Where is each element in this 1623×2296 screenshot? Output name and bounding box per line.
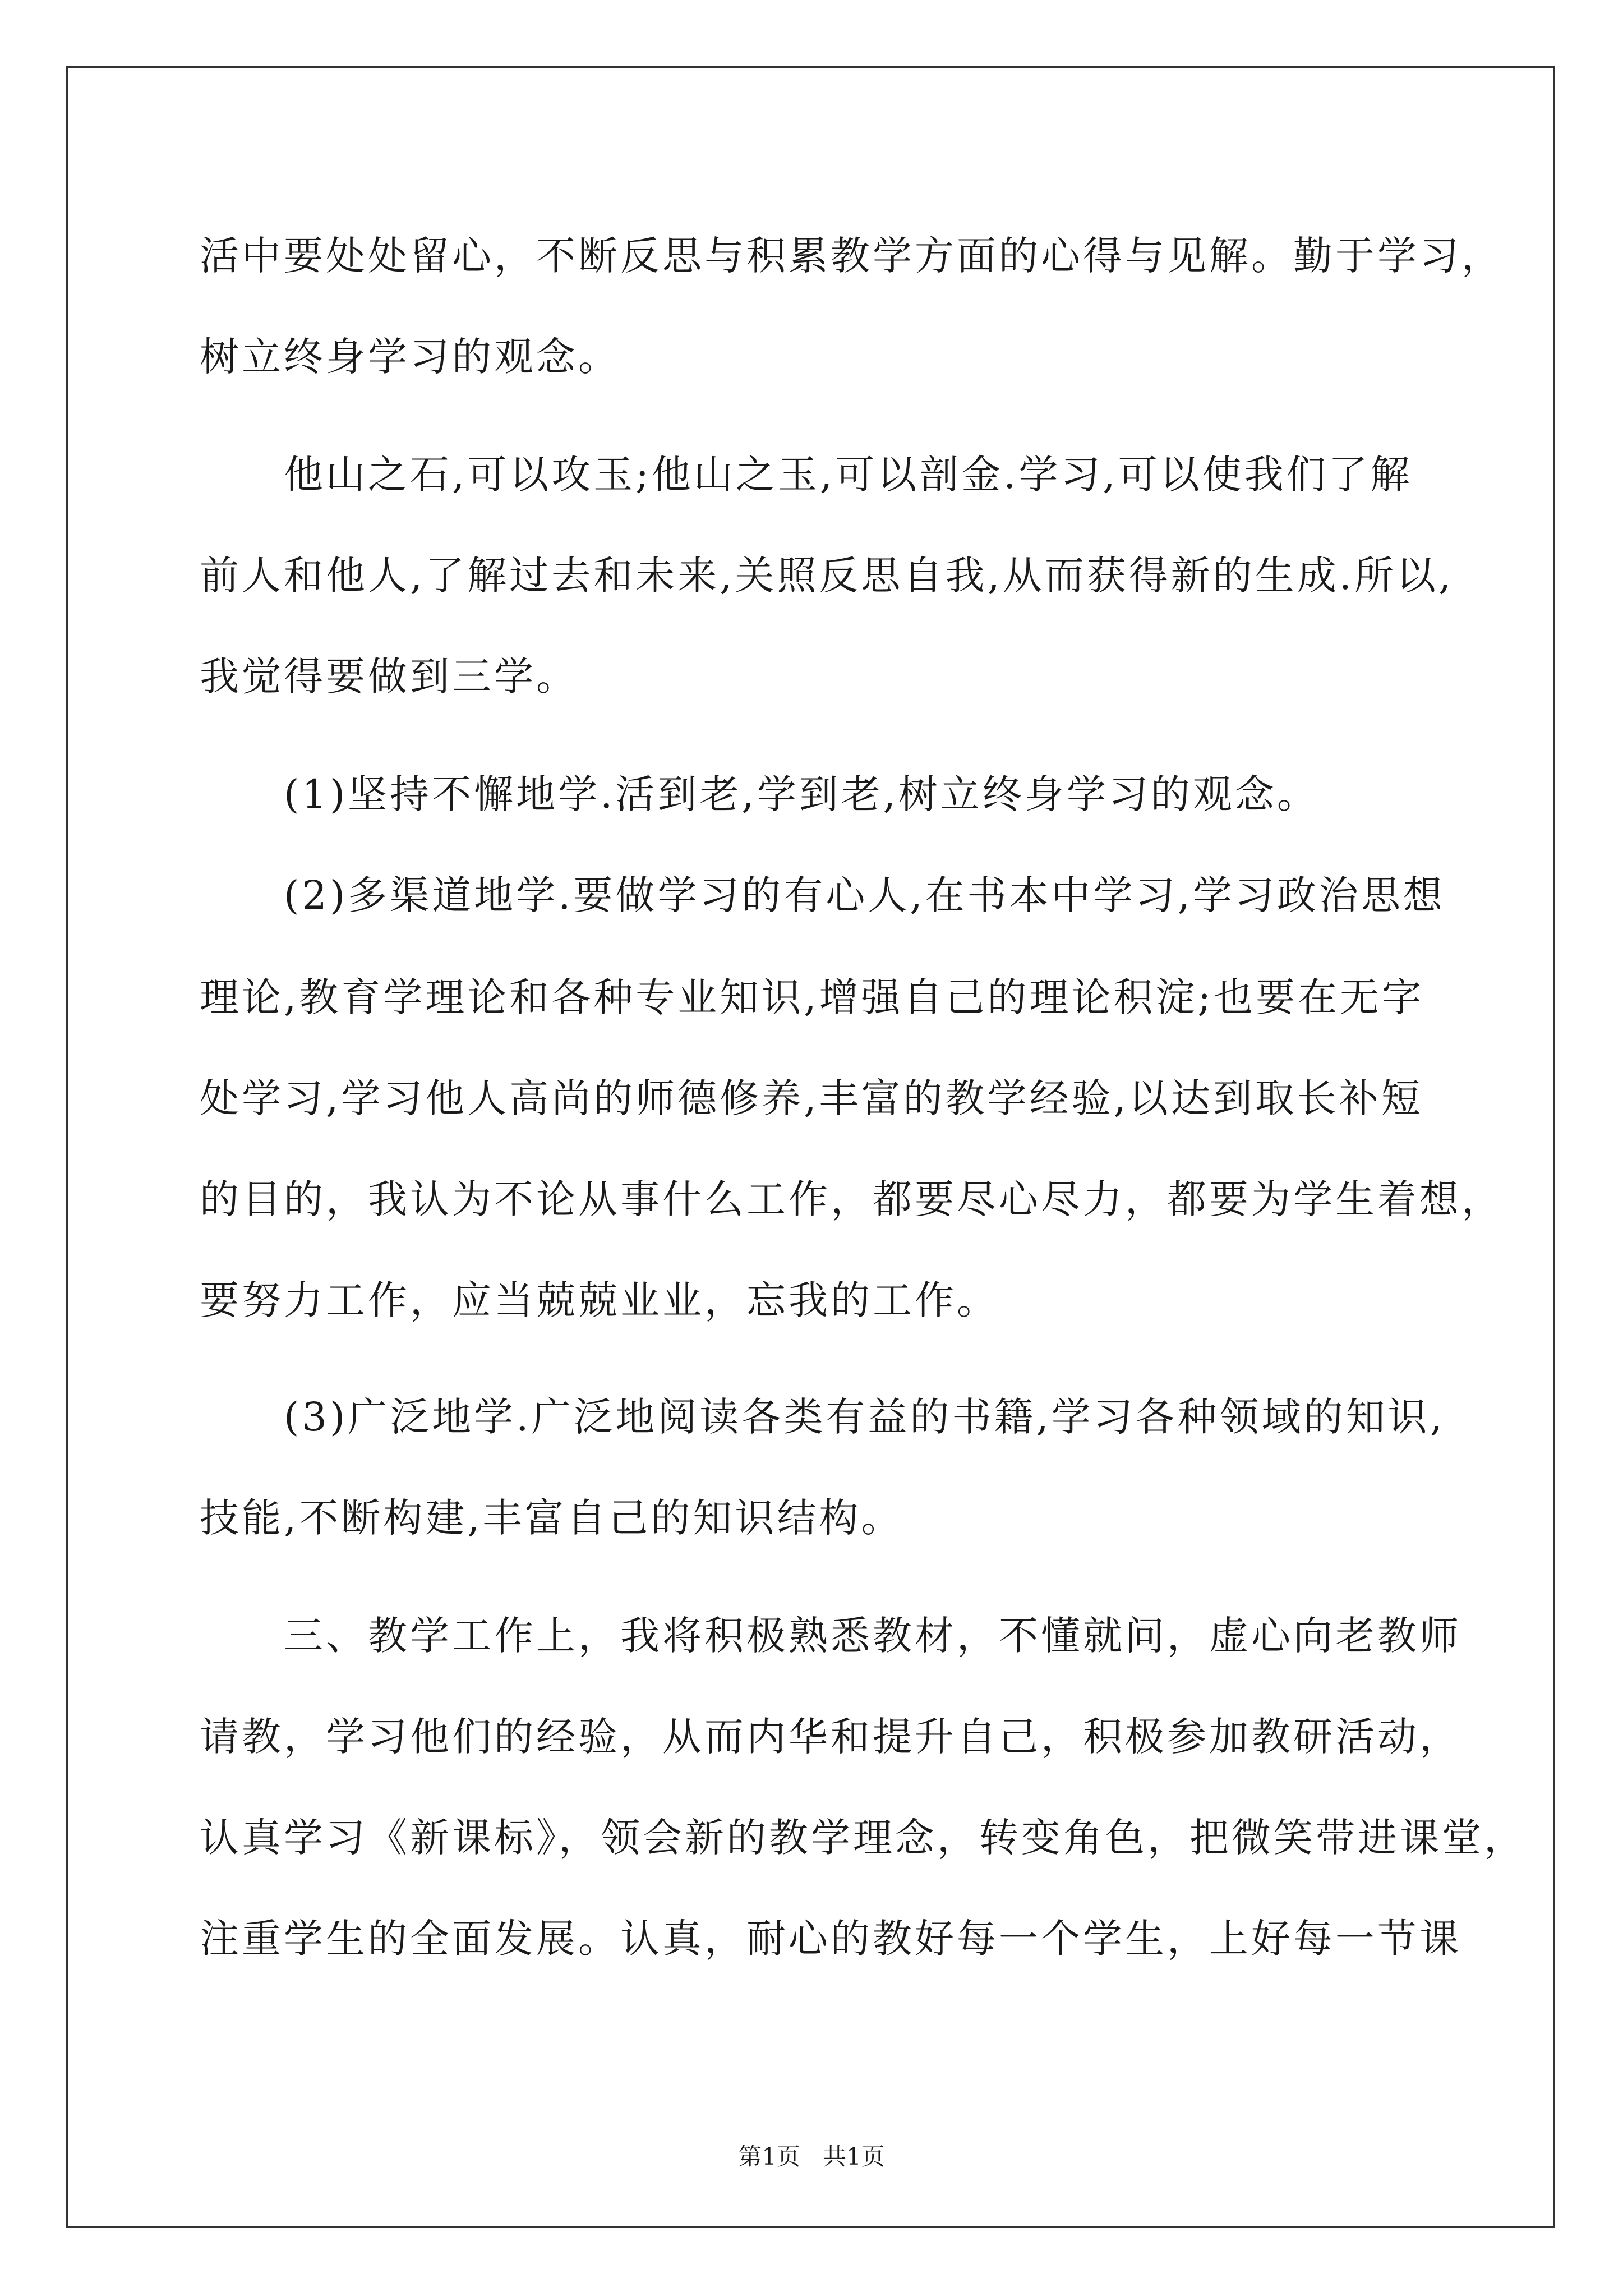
body-line: 我觉得要做到三学。 xyxy=(200,654,578,700)
body-line: 活中要处处留心，不断反思与积累教学方面的心得与见解。勤于学习， xyxy=(200,233,1504,279)
body-line: 认真学习《新课标》，领会新的教学理念，转变角色，把微笑带进课堂， xyxy=(200,1815,1526,1861)
page-border xyxy=(66,66,1555,2228)
body-line: 的目的，我认为不论从事什么工作，都要尽心尽力，都要为学生着想， xyxy=(200,1176,1504,1222)
body-line: 处学习,学习他人高尚的师德修养,丰富的教学经验,以达到取长补短 xyxy=(200,1075,1423,1121)
body-line: 请教，学习他们的经验，从而内华和提升自己，积极参加教研活动， xyxy=(200,1714,1461,1760)
body-line: 三、教学工作上，我将积极熟悉教材，不懂就问，虚心向老教师 xyxy=(284,1613,1461,1659)
body-line: 他山之石,可以攻玉;他山之玉,可以剖金.学习,可以使我们了解 xyxy=(284,452,1413,498)
body-line: 理论,教育学理论和各种专业知识,增强自己的理论积淀;也要在无字 xyxy=(200,974,1424,1020)
body-line: (1)坚持不懈地学.活到老,学到老,树立终身学习的观念。 xyxy=(284,771,1319,817)
body-line: 树立终身学习的观念。 xyxy=(200,334,620,380)
body-line: (3)广泛地学.广泛地阅读各类有益的书籍,学习各种领域的知识, xyxy=(284,1394,1445,1440)
body-line: 技能,不断构建,丰富自己的知识结构。 xyxy=(200,1495,903,1541)
body-line: 前人和他人,了解过去和未来,关照反思自我,从而获得新的生成.所以, xyxy=(200,553,1454,599)
body-line: (2)多渠道地学.要做学习的有心人,在书本中学习,学习政治思想 xyxy=(284,872,1445,918)
body-line: 要努力工作，应当兢兢业业，忘我的工作。 xyxy=(200,1277,999,1323)
page-number-footer: 第1页 共1页 xyxy=(738,2143,885,2170)
body-line: 注重学生的全面发展。认真，耐心的教好每一个学生，上好每一节课 xyxy=(200,1916,1461,1962)
